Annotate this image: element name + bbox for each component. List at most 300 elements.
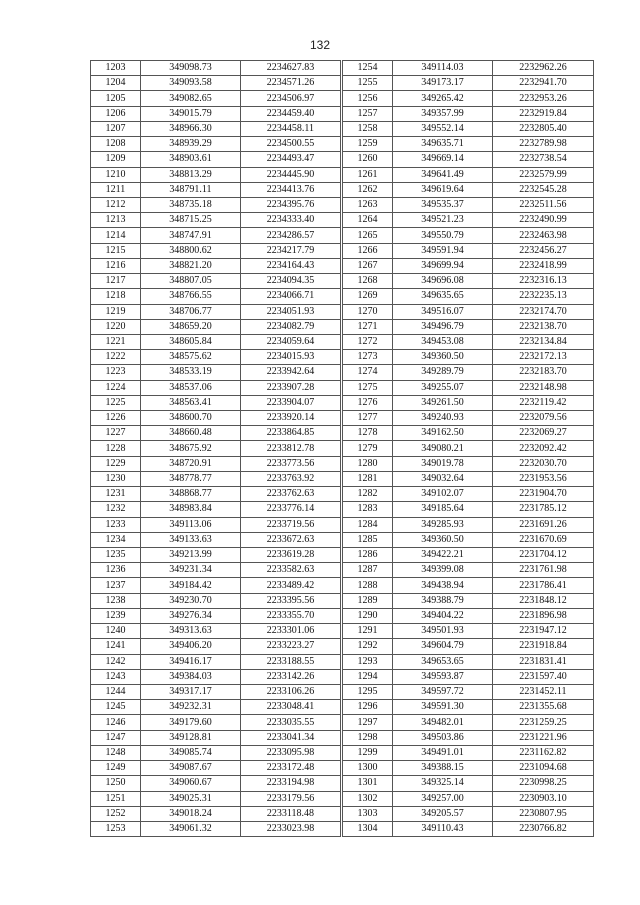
point-id-cell: 1271 <box>343 319 393 334</box>
y-coordinate-cell: 2231355.68 <box>493 700 594 715</box>
y-coordinate-cell: 2231848.12 <box>493 593 594 608</box>
point-id-cell: 1267 <box>343 258 393 273</box>
point-id-cell: 1236 <box>91 563 141 578</box>
x-coordinate-cell: 349482.01 <box>393 715 493 730</box>
table-row <box>343 745 594 760</box>
y-coordinate-cell: 2230766.82 <box>493 821 594 836</box>
table-row <box>343 639 594 654</box>
table-row <box>343 669 594 684</box>
x-coordinate-cell: 348706.77 <box>141 304 241 319</box>
table-row <box>91 761 341 776</box>
point-id-cell: 1208 <box>91 137 141 152</box>
point-id-cell: 1218 <box>91 289 141 304</box>
y-coordinate-cell: 2232962.26 <box>493 61 594 76</box>
table-row <box>91 502 341 517</box>
point-id-cell: 1295 <box>343 684 393 699</box>
table-row <box>91 319 341 334</box>
y-coordinate-cell: 2234395.76 <box>241 197 341 212</box>
point-id-cell: 1207 <box>91 121 141 136</box>
table-row <box>343 471 594 486</box>
point-id-cell: 1298 <box>343 730 393 745</box>
y-coordinate-cell: 2232545.28 <box>493 182 594 197</box>
point-id-cell: 1259 <box>343 137 393 152</box>
point-id-cell: 1262 <box>343 182 393 197</box>
x-coordinate-cell: 349060.67 <box>141 776 241 791</box>
point-id-cell: 1240 <box>91 624 141 639</box>
table-row <box>91 745 341 760</box>
point-id-cell: 1233 <box>91 517 141 532</box>
x-coordinate-cell: 348537.06 <box>141 380 241 395</box>
point-id-cell: 1277 <box>343 411 393 426</box>
table-row <box>343 593 594 608</box>
x-coordinate-cell: 348659.20 <box>141 319 241 334</box>
table-row <box>343 578 594 593</box>
y-coordinate-cell: 2231918.84 <box>493 639 594 654</box>
point-id-cell: 1302 <box>343 791 393 806</box>
table-row <box>91 76 341 91</box>
table-row <box>91 182 341 197</box>
y-coordinate-cell: 2234015.93 <box>241 350 341 365</box>
table-row <box>343 213 594 228</box>
table-row <box>91 243 341 258</box>
x-coordinate-cell: 348605.84 <box>141 334 241 349</box>
x-coordinate-cell: 349388.79 <box>393 593 493 608</box>
point-id-cell: 1293 <box>343 654 393 669</box>
point-id-cell: 1217 <box>91 274 141 289</box>
table-row <box>91 624 341 639</box>
y-coordinate-cell: 2233023.98 <box>241 821 341 836</box>
y-coordinate-cell: 2233395.56 <box>241 593 341 608</box>
x-coordinate-cell: 349416.17 <box>141 654 241 669</box>
table-row <box>91 669 341 684</box>
y-coordinate-cell: 2230998.25 <box>493 776 594 791</box>
y-coordinate-cell: 2233188.55 <box>241 654 341 669</box>
x-coordinate-cell: 348720.91 <box>141 456 241 471</box>
table-row <box>91 684 341 699</box>
y-coordinate-cell: 2232418.99 <box>493 258 594 273</box>
x-coordinate-cell: 348575.62 <box>141 350 241 365</box>
point-id-cell: 1273 <box>343 350 393 365</box>
x-coordinate-cell: 349205.57 <box>393 806 493 821</box>
y-coordinate-cell: 2234493.47 <box>241 152 341 167</box>
table-row <box>343 806 594 821</box>
point-id-cell: 1248 <box>91 745 141 760</box>
point-id-cell: 1274 <box>343 365 393 380</box>
point-id-cell: 1251 <box>91 791 141 806</box>
y-coordinate-cell: 2234217.79 <box>241 243 341 258</box>
table-row <box>343 456 594 471</box>
table-row <box>91 197 341 212</box>
x-coordinate-cell: 349516.07 <box>393 304 493 319</box>
x-coordinate-cell: 349550.79 <box>393 228 493 243</box>
y-coordinate-cell: 2232490.99 <box>493 213 594 228</box>
point-id-cell: 1264 <box>343 213 393 228</box>
y-coordinate-cell: 2234066.71 <box>241 289 341 304</box>
y-coordinate-cell: 2233179.56 <box>241 791 341 806</box>
table-row <box>91 517 341 532</box>
point-id-cell: 1255 <box>343 76 393 91</box>
table-row <box>343 487 594 502</box>
point-id-cell: 1213 <box>91 213 141 228</box>
y-coordinate-cell: 2234082.79 <box>241 319 341 334</box>
x-coordinate-cell: 349635.71 <box>393 137 493 152</box>
table-row <box>343 152 594 167</box>
x-coordinate-cell: 349018.24 <box>141 806 241 821</box>
table-row <box>343 365 594 380</box>
table-row <box>343 106 594 121</box>
table-row <box>343 426 594 441</box>
table-row <box>343 791 594 806</box>
point-id-cell: 1269 <box>343 289 393 304</box>
table-row <box>91 304 341 319</box>
coordinate-table-left <box>90 60 341 837</box>
y-coordinate-cell: 2233142.26 <box>241 669 341 684</box>
x-coordinate-cell: 348791.11 <box>141 182 241 197</box>
y-coordinate-cell: 2232174.70 <box>493 304 594 319</box>
table-row <box>343 654 594 669</box>
x-coordinate-cell: 349641.49 <box>393 167 493 182</box>
point-id-cell: 1222 <box>91 350 141 365</box>
point-id-cell: 1263 <box>343 197 393 212</box>
y-coordinate-cell: 2233619.28 <box>241 548 341 563</box>
point-id-cell: 1242 <box>91 654 141 669</box>
coordinate-table-body <box>343 61 594 837</box>
x-coordinate-cell: 349162.50 <box>393 426 493 441</box>
table-row <box>91 395 341 410</box>
x-coordinate-cell: 348868.77 <box>141 487 241 502</box>
table-row <box>91 380 341 395</box>
y-coordinate-cell: 2232511.56 <box>493 197 594 212</box>
point-id-cell: 1226 <box>91 411 141 426</box>
x-coordinate-cell: 349357.99 <box>393 106 493 121</box>
y-coordinate-cell: 2233172.48 <box>241 761 341 776</box>
y-coordinate-cell: 2233106.26 <box>241 684 341 699</box>
y-coordinate-cell: 2234506.97 <box>241 91 341 106</box>
x-coordinate-cell: 349535.37 <box>393 197 493 212</box>
x-coordinate-cell: 349257.00 <box>393 791 493 806</box>
page-number: 132 <box>309 38 331 52</box>
y-coordinate-cell: 2231597.40 <box>493 669 594 684</box>
table-row <box>91 213 341 228</box>
x-coordinate-cell: 349388.15 <box>393 761 493 776</box>
x-coordinate-cell: 348800.62 <box>141 243 241 258</box>
table-row <box>343 624 594 639</box>
point-id-cell: 1280 <box>343 456 393 471</box>
table-row <box>343 548 594 563</box>
table-row <box>343 76 594 91</box>
x-coordinate-cell: 349404.22 <box>393 608 493 623</box>
y-coordinate-cell: 2231704.12 <box>493 548 594 563</box>
y-coordinate-cell: 2232172.13 <box>493 350 594 365</box>
point-id-cell: 1210 <box>91 167 141 182</box>
x-coordinate-cell: 349360.50 <box>393 532 493 547</box>
x-coordinate-cell: 349015.79 <box>141 106 241 121</box>
table-row <box>343 334 594 349</box>
table-row <box>91 274 341 289</box>
y-coordinate-cell: 2232941.70 <box>493 76 594 91</box>
point-id-cell: 1261 <box>343 167 393 182</box>
y-coordinate-cell: 2232148.98 <box>493 380 594 395</box>
table-row <box>91 228 341 243</box>
point-id-cell: 1228 <box>91 441 141 456</box>
y-coordinate-cell: 2232953.26 <box>493 91 594 106</box>
table-row <box>343 258 594 273</box>
coordinate-table-right <box>342 60 594 837</box>
y-coordinate-cell: 2231785.12 <box>493 502 594 517</box>
x-coordinate-cell: 349384.03 <box>141 669 241 684</box>
table-row <box>343 167 594 182</box>
y-coordinate-cell: 2234500.55 <box>241 137 341 152</box>
table-row <box>343 289 594 304</box>
table-row <box>343 684 594 699</box>
y-coordinate-cell: 2231691.26 <box>493 517 594 532</box>
point-id-cell: 1230 <box>91 471 141 486</box>
table-row <box>343 137 594 152</box>
y-coordinate-cell: 2233223.27 <box>241 639 341 654</box>
point-id-cell: 1284 <box>343 517 393 532</box>
point-id-cell: 1288 <box>343 578 393 593</box>
x-coordinate-cell: 349179.60 <box>141 715 241 730</box>
x-coordinate-cell: 348766.55 <box>141 289 241 304</box>
x-coordinate-cell: 348747.91 <box>141 228 241 243</box>
x-coordinate-cell: 349255.07 <box>393 380 493 395</box>
point-id-cell: 1286 <box>343 548 393 563</box>
point-id-cell: 1216 <box>91 258 141 273</box>
y-coordinate-cell: 2233864.85 <box>241 426 341 441</box>
table-row <box>91 578 341 593</box>
x-coordinate-cell: 349696.08 <box>393 274 493 289</box>
x-coordinate-cell: 349669.14 <box>393 152 493 167</box>
y-coordinate-cell: 2232069.27 <box>493 426 594 441</box>
point-id-cell: 1215 <box>91 243 141 258</box>
table-row <box>91 791 341 806</box>
point-id-cell: 1225 <box>91 395 141 410</box>
x-coordinate-cell: 349085.74 <box>141 745 241 760</box>
y-coordinate-cell: 2233035.55 <box>241 715 341 730</box>
y-coordinate-cell: 2232738.54 <box>493 152 594 167</box>
x-coordinate-cell: 348821.20 <box>141 258 241 273</box>
table-row <box>91 456 341 471</box>
point-id-cell: 1221 <box>91 334 141 349</box>
point-id-cell: 1239 <box>91 608 141 623</box>
point-id-cell: 1229 <box>91 456 141 471</box>
y-coordinate-cell: 2231786.41 <box>493 578 594 593</box>
point-id-cell: 1301 <box>343 776 393 791</box>
x-coordinate-cell: 349087.67 <box>141 761 241 776</box>
point-id-cell: 1231 <box>91 487 141 502</box>
point-id-cell: 1204 <box>91 76 141 91</box>
table-row <box>91 61 341 76</box>
table-row <box>343 730 594 745</box>
point-id-cell: 1223 <box>91 365 141 380</box>
y-coordinate-cell: 2234445.90 <box>241 167 341 182</box>
point-id-cell: 1265 <box>343 228 393 243</box>
y-coordinate-cell: 2231162.82 <box>493 745 594 760</box>
table-row <box>343 380 594 395</box>
x-coordinate-cell: 349185.64 <box>393 502 493 517</box>
y-coordinate-cell: 2231761.98 <box>493 563 594 578</box>
table-row <box>91 715 341 730</box>
table-row <box>343 715 594 730</box>
point-id-cell: 1258 <box>343 121 393 136</box>
y-coordinate-cell: 2231947.12 <box>493 624 594 639</box>
y-coordinate-cell: 2233776.14 <box>241 502 341 517</box>
table-row <box>91 441 341 456</box>
x-coordinate-cell: 349019.78 <box>393 456 493 471</box>
point-id-cell: 1249 <box>91 761 141 776</box>
table-row <box>343 563 594 578</box>
x-coordinate-cell: 349501.93 <box>393 624 493 639</box>
table-row <box>91 411 341 426</box>
point-id-cell: 1206 <box>91 106 141 121</box>
x-coordinate-cell: 349102.07 <box>393 487 493 502</box>
x-coordinate-cell: 349597.72 <box>393 684 493 699</box>
y-coordinate-cell: 2234459.40 <box>241 106 341 121</box>
x-coordinate-cell: 348903.61 <box>141 152 241 167</box>
point-id-cell: 1257 <box>343 106 393 121</box>
x-coordinate-cell: 349699.94 <box>393 258 493 273</box>
table-row <box>91 365 341 380</box>
table-row <box>91 776 341 791</box>
table-row <box>343 502 594 517</box>
coordinate-table-body <box>91 61 341 837</box>
y-coordinate-cell: 2234164.43 <box>241 258 341 273</box>
x-coordinate-cell: 348807.05 <box>141 274 241 289</box>
table-row <box>91 258 341 273</box>
table-row <box>343 91 594 106</box>
point-id-cell: 1291 <box>343 624 393 639</box>
table-row <box>91 593 341 608</box>
point-id-cell: 1294 <box>343 669 393 684</box>
x-coordinate-cell: 349653.65 <box>393 654 493 669</box>
table-row <box>91 426 341 441</box>
x-coordinate-cell: 349453.08 <box>393 334 493 349</box>
table-row <box>343 821 594 836</box>
point-id-cell: 1260 <box>343 152 393 167</box>
table-row <box>91 608 341 623</box>
point-id-cell: 1297 <box>343 715 393 730</box>
table-row <box>343 228 594 243</box>
y-coordinate-cell: 2233812.78 <box>241 441 341 456</box>
y-coordinate-cell: 2233672.63 <box>241 532 341 547</box>
table-row <box>91 350 341 365</box>
x-coordinate-cell: 349213.99 <box>141 548 241 563</box>
y-coordinate-cell: 2232134.84 <box>493 334 594 349</box>
point-id-cell: 1246 <box>91 715 141 730</box>
x-coordinate-cell: 348983.84 <box>141 502 241 517</box>
point-id-cell: 1275 <box>343 380 393 395</box>
y-coordinate-cell: 2232789.98 <box>493 137 594 152</box>
point-id-cell: 1241 <box>91 639 141 654</box>
x-coordinate-cell: 349591.94 <box>393 243 493 258</box>
point-id-cell: 1282 <box>343 487 393 502</box>
x-coordinate-cell: 349317.17 <box>141 684 241 699</box>
y-coordinate-cell: 2233194.98 <box>241 776 341 791</box>
y-coordinate-cell: 2233942.64 <box>241 365 341 380</box>
y-coordinate-cell: 2233773.56 <box>241 456 341 471</box>
y-coordinate-cell: 2231896.98 <box>493 608 594 623</box>
point-id-cell: 1300 <box>343 761 393 776</box>
table-row <box>343 182 594 197</box>
table-row <box>91 167 341 182</box>
point-id-cell: 1285 <box>343 532 393 547</box>
x-coordinate-cell: 349593.87 <box>393 669 493 684</box>
x-coordinate-cell: 349360.50 <box>393 350 493 365</box>
y-coordinate-cell: 2234059.64 <box>241 334 341 349</box>
y-coordinate-cell: 2232183.70 <box>493 365 594 380</box>
table-row <box>91 654 341 669</box>
table-row <box>343 121 594 136</box>
point-id-cell: 1299 <box>343 745 393 760</box>
x-coordinate-cell: 349110.43 <box>393 821 493 836</box>
x-coordinate-cell: 348675.92 <box>141 441 241 456</box>
y-coordinate-cell: 2234458.11 <box>241 121 341 136</box>
x-coordinate-cell: 349313.63 <box>141 624 241 639</box>
y-coordinate-cell: 2231953.56 <box>493 471 594 486</box>
point-id-cell: 1268 <box>343 274 393 289</box>
table-row <box>91 121 341 136</box>
point-id-cell: 1234 <box>91 532 141 547</box>
x-coordinate-cell: 349635.65 <box>393 289 493 304</box>
x-coordinate-cell: 349289.79 <box>393 365 493 380</box>
y-coordinate-cell: 2232579.99 <box>493 167 594 182</box>
point-id-cell: 1278 <box>343 426 393 441</box>
x-coordinate-cell: 348939.29 <box>141 137 241 152</box>
x-coordinate-cell: 349265.42 <box>393 91 493 106</box>
y-coordinate-cell: 2232316.13 <box>493 274 594 289</box>
point-id-cell: 1290 <box>343 608 393 623</box>
y-coordinate-cell: 2234627.83 <box>241 61 341 76</box>
point-id-cell: 1303 <box>343 806 393 821</box>
x-coordinate-cell: 349422.21 <box>393 548 493 563</box>
x-coordinate-cell: 349261.50 <box>393 395 493 410</box>
point-id-cell: 1289 <box>343 593 393 608</box>
table-row <box>343 608 594 623</box>
x-coordinate-cell: 348966.30 <box>141 121 241 136</box>
x-coordinate-cell: 349521.23 <box>393 213 493 228</box>
x-coordinate-cell: 349098.73 <box>141 61 241 76</box>
table-row <box>91 532 341 547</box>
x-coordinate-cell: 348778.77 <box>141 471 241 486</box>
x-coordinate-cell: 349240.93 <box>393 411 493 426</box>
x-coordinate-cell: 348735.18 <box>141 197 241 212</box>
x-coordinate-cell: 349399.08 <box>393 563 493 578</box>
point-id-cell: 1287 <box>343 563 393 578</box>
x-coordinate-cell: 349231.34 <box>141 563 241 578</box>
point-id-cell: 1209 <box>91 152 141 167</box>
y-coordinate-cell: 2232463.98 <box>493 228 594 243</box>
y-coordinate-cell: 2232456.27 <box>493 243 594 258</box>
x-coordinate-cell: 349113.06 <box>141 517 241 532</box>
x-coordinate-cell: 348600.70 <box>141 411 241 426</box>
y-coordinate-cell: 2234413.76 <box>241 182 341 197</box>
table-row <box>91 548 341 563</box>
y-coordinate-cell: 2233920.14 <box>241 411 341 426</box>
point-id-cell: 1220 <box>91 319 141 334</box>
table-row <box>91 106 341 121</box>
x-coordinate-cell: 349128.81 <box>141 730 241 745</box>
x-coordinate-cell: 349406.20 <box>141 639 241 654</box>
point-id-cell: 1244 <box>91 684 141 699</box>
y-coordinate-cell: 2234051.93 <box>241 304 341 319</box>
table-row <box>91 730 341 745</box>
y-coordinate-cell: 2232092.42 <box>493 441 594 456</box>
table-row <box>343 532 594 547</box>
y-coordinate-cell: 2233907.28 <box>241 380 341 395</box>
table-row <box>343 243 594 258</box>
x-coordinate-cell: 349082.65 <box>141 91 241 106</box>
y-coordinate-cell: 2231221.96 <box>493 730 594 745</box>
